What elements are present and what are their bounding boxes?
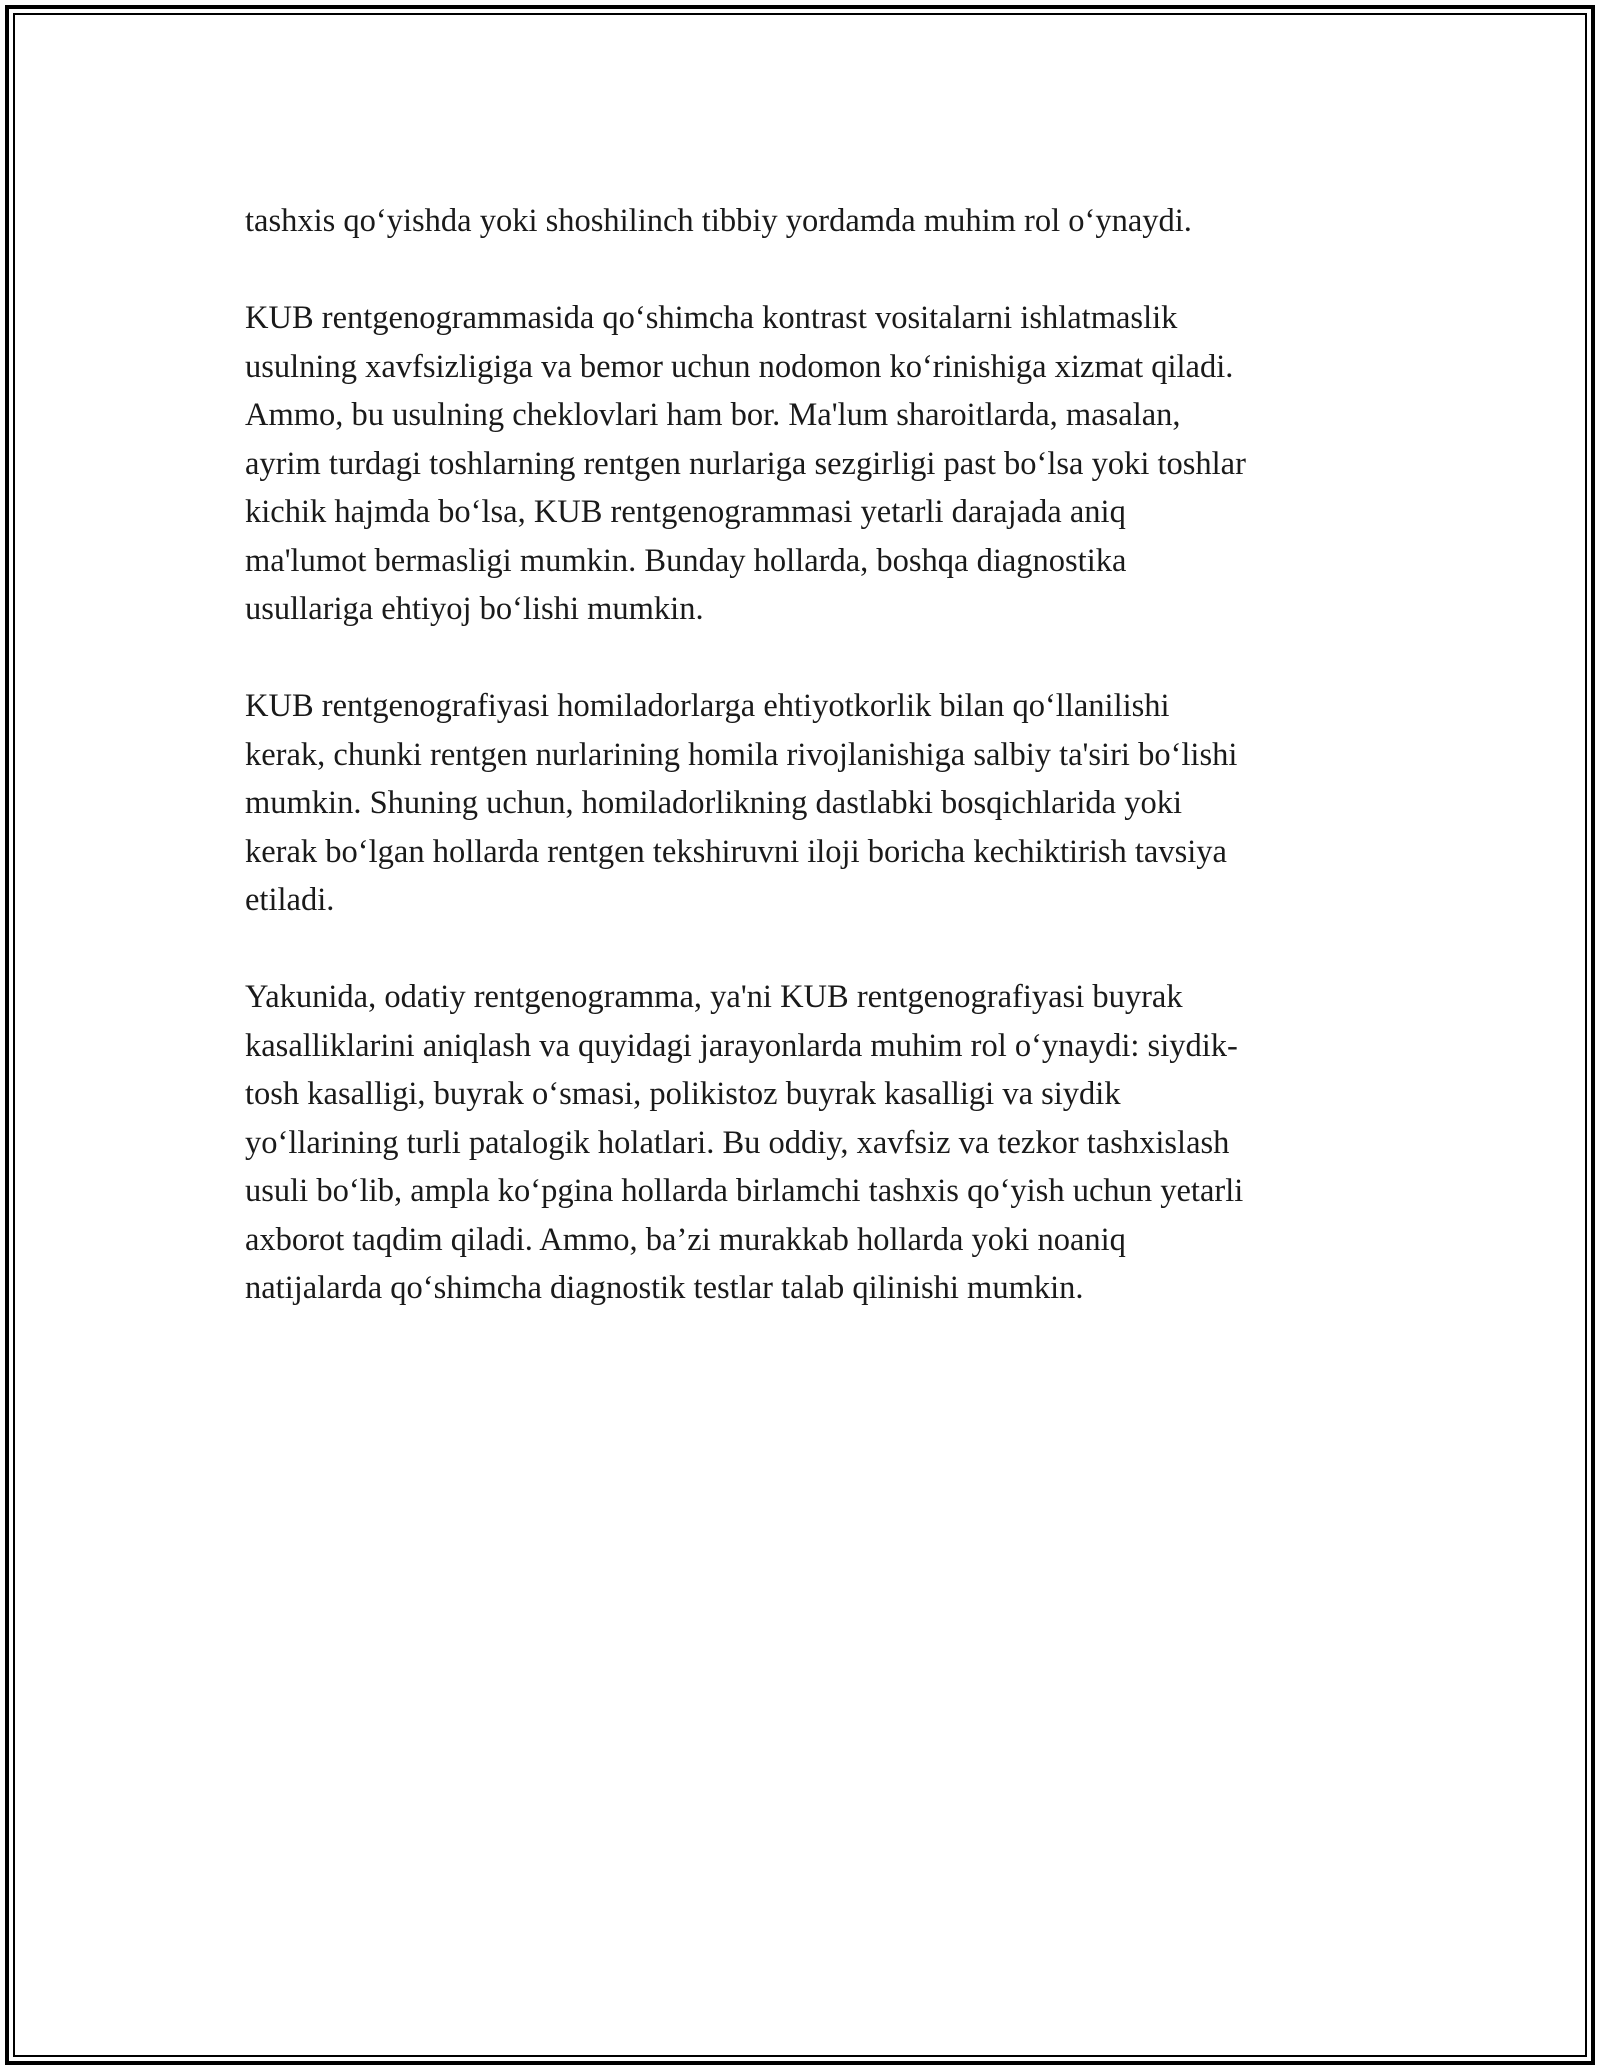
text-line: usulning xavfsizligiga va bemor uchun nodomon ko‘rinishiga xizmat qiladi. (245, 348, 1234, 385)
text-line: Ammo, bu usulning cheklovlari ham bor. Ma'lum sharoitlarda, masalan, (245, 397, 1181, 433)
text-line: kerak, chunki rentgen nurlarining homila rivojlanishiga salbiy ta'siri bo‘lishi (245, 736, 1238, 773)
paragraph-1 (245, 197, 1395, 246)
text-line: natijalarda qo‘shimcha diagnostik testlar talab qilinishi mumkin. (245, 1270, 1084, 1306)
text-line: mumkin. Shuning uchun, homiladorlikning dastlabki bosqichlarida yoki (245, 785, 1182, 821)
document-body (245, 197, 1395, 1361)
paragraph-2 (245, 294, 1395, 634)
text-line: ma'lumot bermasligi mumkin. Bunday hollarda, boshqa diagnostika (245, 542, 1127, 579)
text-line: KUB rentgenogrammasida qo‘shimcha kontrast vositalarni ishlatmaslik (245, 300, 1178, 336)
text-line: kichik hajmda bo‘lsa, KUB rentgenogrammasi yetarli darajada aniq (245, 494, 1126, 530)
text-line: yo‘llarining turli patalogik holatlari. Bu oddiy, xavfsiz va tezkor tashxislash (245, 1124, 1230, 1161)
text-line: axborot taqdim qiladi. Ammo, ba’zi murakkab hollarda yoki noaniq (245, 1221, 1126, 1258)
paragraph-4 (245, 973, 1395, 1313)
text-line: tashxis qo‘yishda yoki shoshilinch tibbiy yordamda muhim rol o‘ynaydi. (245, 203, 1192, 239)
text-line: usuli bo‘lib, ampla ko‘pgina hollarda birlamchi tashxis qo‘yish uchun yetarli (245, 1173, 1244, 1209)
text-line: kasalliklarini aniqlash va quyidagi jarayonlarda muhim rol o‘ynaydi: siydik- (245, 1027, 1238, 1064)
text-line: kerak bo‘lgan hollarda rentgen tekshiruvni iloji boricha kechiktirish tavsiya (245, 833, 1227, 870)
text-line: etiladi. (245, 882, 335, 918)
text-line: ayrim turdagi toshlarning rentgen nurlariga sezgirligi past bo‘lsa yoki toshlar (245, 445, 1246, 482)
page-border (5, 5, 1595, 2065)
paragraph-3 (245, 682, 1395, 925)
text-line: tosh kasalligi, buyrak o‘smasi, polikistoz buyrak kasalligi va siydik (245, 1076, 1121, 1112)
text-line: usullariga ehtiyoj bo‘lishi mumkin. (245, 591, 704, 627)
text-line: Yakunida, odatiy rentgenogramma, ya'ni KUB rentgenografiyasi buyrak (245, 979, 1183, 1015)
text-line: KUB rentgenografiyasi homiladorlarga ehtiyotkorlik bilan qo‘llanilishi (245, 688, 1170, 724)
